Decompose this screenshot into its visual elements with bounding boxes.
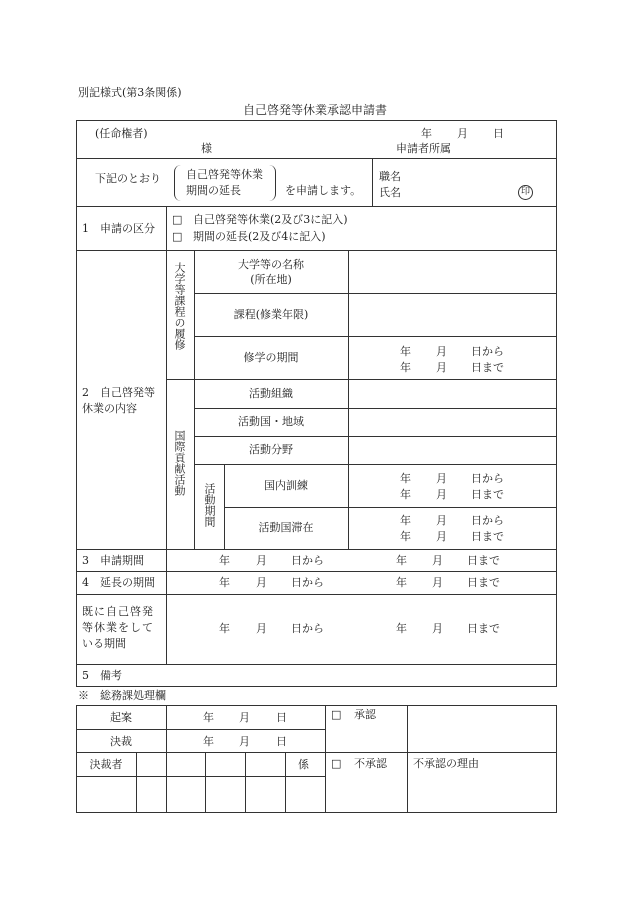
disapprove-label: 不承認: [354, 757, 387, 770]
domestic-training-label: 国内訓練: [264, 479, 308, 492]
study-period-label: 修学の期間: [243, 351, 299, 364]
approve-checkbox[interactable]: □: [331, 708, 342, 721]
existing-leave-label-2: 等休業をして: [82, 621, 154, 634]
intl-group-label: 国際貢献活動: [173, 430, 186, 496]
approver-label: 決裁者: [89, 758, 123, 771]
university-location-label: (所在地): [250, 273, 292, 286]
disapprove-checkbox[interactable]: □: [331, 757, 342, 770]
bracket-option-extension: 期間の延長: [186, 184, 241, 197]
stay-label: 活動国滞在: [258, 521, 314, 534]
draft-label: 起案: [110, 711, 132, 724]
office-heading: ※ 総務課処理欄: [78, 689, 166, 702]
country-label: 活動国・地域: [238, 415, 304, 428]
form-reference: 別記様式(第3条関係): [78, 86, 182, 99]
seal-icon: 印: [518, 185, 533, 200]
existing-leave-label: 既に自己啓発: [82, 605, 154, 618]
bracket-option-leave: 自己啓発等休業: [186, 168, 263, 181]
university-group-label: 大学等課程の履修: [173, 262, 186, 350]
section3-label: 3 申請期間: [82, 554, 144, 567]
appointer-label: (任命権者): [95, 127, 148, 140]
org-label: 活動組織: [249, 387, 293, 400]
option-extension-checkbox[interactable]: □: [172, 230, 183, 243]
disapprove-reason-label: 不承認の理由: [413, 757, 479, 770]
date-day: 日: [493, 127, 504, 140]
option-leave-checkbox[interactable]: □: [172, 213, 183, 226]
decision-label: 決裁: [110, 735, 132, 748]
approve-label: 承認: [354, 708, 376, 721]
post-label: 職名: [379, 170, 401, 183]
course-label: 課程(修業年限): [233, 308, 309, 321]
option-leave-label: 自己啓発等休業(2及び3に記入): [193, 213, 348, 226]
section5-label: 5 備考: [82, 669, 122, 682]
activity-period-label: 活動期間: [203, 483, 216, 527]
section2-label: 2 自己啓発等: [82, 386, 155, 399]
section4-label: 4 延長の期間: [82, 576, 155, 589]
option-extension-label: 期間の延長(2及び4に記入): [193, 230, 326, 243]
intro-text: 下記のとおり: [95, 172, 161, 185]
existing-leave-label-3: いる期間: [82, 637, 126, 650]
section1-label: 1 申請の区分: [82, 222, 155, 235]
date-year: 年: [421, 127, 432, 140]
field-label: 活動分野: [249, 443, 293, 456]
date-month: 月: [457, 127, 468, 140]
apply-suffix: を申請します。: [285, 184, 362, 197]
form-title: 自己啓発等休業承認申請書: [242, 103, 387, 117]
name-label: 氏名: [379, 186, 401, 199]
sama-label: 様: [201, 142, 212, 155]
section2-label-2: 休業の内容: [82, 402, 137, 415]
applicant-dept-label: 申請者所属: [396, 142, 451, 155]
university-name-label: 大学等の名称: [238, 258, 304, 271]
kakari-label: 係: [298, 758, 309, 771]
